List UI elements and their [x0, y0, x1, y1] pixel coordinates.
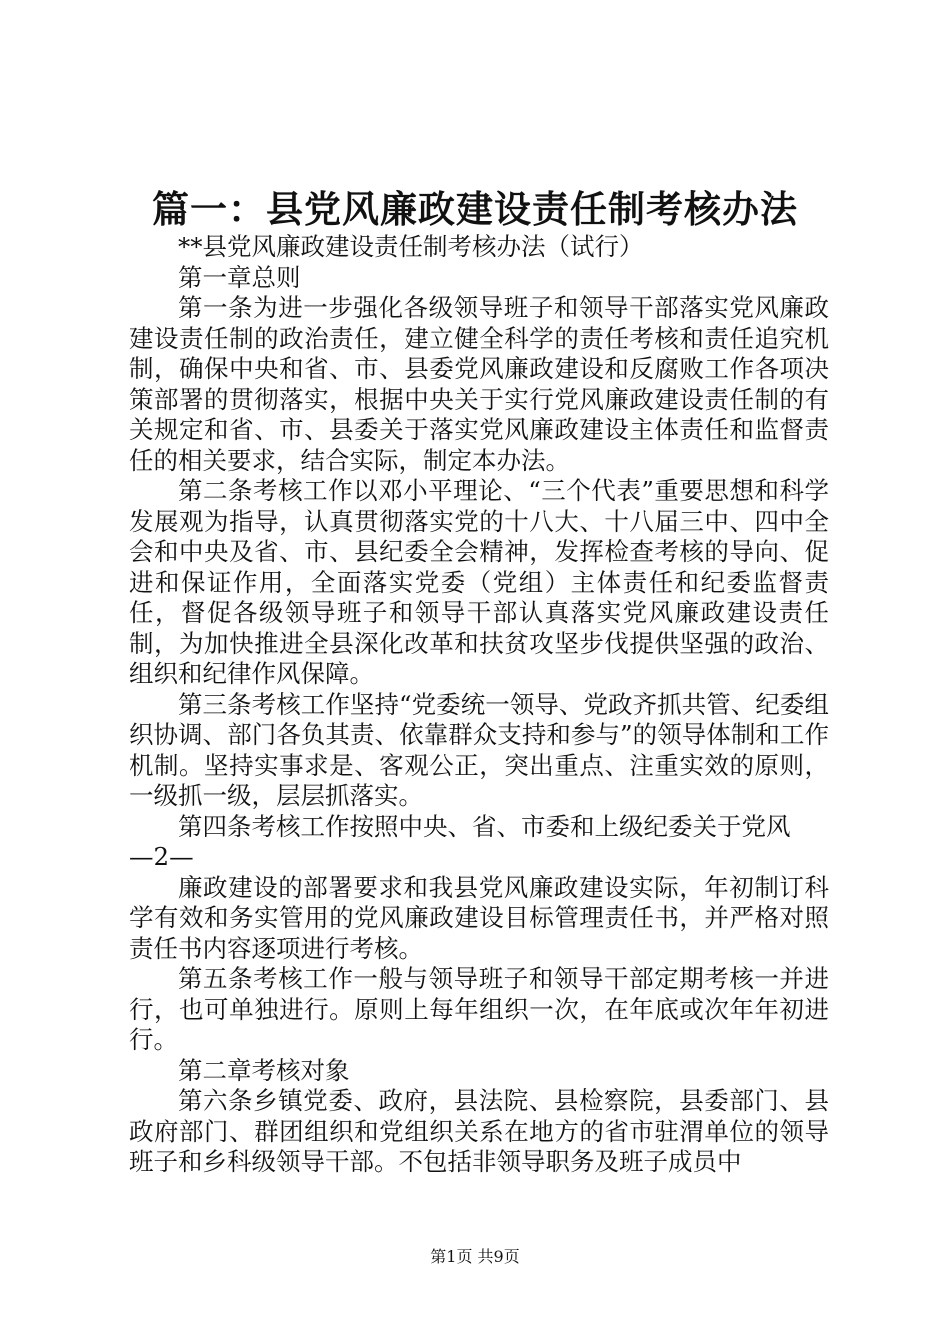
page-footer: 第1页 共9页 [430, 1247, 520, 1266]
article-paragraph: 廉政建设的部署要求和我县党风廉政建设实际，年初制订科学有效和务实管用的党风廉政建设目标管理责任书，并严格对照责任书内容逐项进行考核。 [129, 872, 829, 963]
inline-page-number: —2— [129, 842, 194, 871]
chapter-heading: 第二章考核对象 [178, 1055, 350, 1085]
article-paragraph: 第二条考核工作以邓小平理论、“三个代表”重要思想和科学发展观为指导，认真贯彻落实党的十八大、十八届三中、四中全会和中央及省、市、县纪委全会精神，发挥检查考核的导向、促进和保证作用，全面落实党委（党组）主体责任和纪委监督责任，督促各级领导班子和领导干部认真落实党风廉政建设责任制，为加快推进全县深化改革和扶贫攻坚步伐提供坚强的政治、组织和纪律作风保障。 [129, 476, 829, 688]
article-paragraph: 第三条考核工作坚持“党委统一领导、党政齐抓共管、纪委组织协调、部门各负其责、依靠群众支持和参与”的领导体制和工作机制。坚持实事求是、客观公正，突出重点、注重实效的原则，一级抓一级，层层抓落实。 [129, 689, 829, 810]
article-paragraph: 第一条为进一步强化各级领导班子和领导干部落实党风廉政建设责任制的政治责任，建立健全科学的责任考核和责任追究机制，确保中央和省、市、县委党风廉政建设和反腐败工作各项决策部署的贯彻落实，根据中央关于实行党风廉政建设责任制的有关规定和省、市、县委关于落实党风廉政建设主体责任和监督责任的相关要求，结合实际，制定本办法。 [129, 293, 829, 475]
document-subtitle: **县党风廉政建设责任制考核办法（试行） [178, 232, 644, 261]
article-paragraph: 第六条乡镇党委、政府，县法院、县检察院，县委部门、县政府部门、群团组织和党组织关系在地方的省市驻渭单位的领导班子和乡科级领导干部。不包括非领导职务及班子成员中 [129, 1086, 829, 1176]
article-paragraph: 第四条考核工作按照中央、省、市委和上级纪委关于党风 [178, 811, 791, 841]
chapter-heading: 第一章总则 [178, 262, 301, 292]
article-paragraph: 第五条考核工作一般与领导班子和领导干部定期考核一并进行，也可单独进行。原则上每年组织一次，在年底或次年年初进行。 [129, 964, 829, 1054]
document-body [129, 232, 829, 1178]
document-title: 篇一：县党风廉政建设责任制考核办法 [152, 187, 798, 231]
